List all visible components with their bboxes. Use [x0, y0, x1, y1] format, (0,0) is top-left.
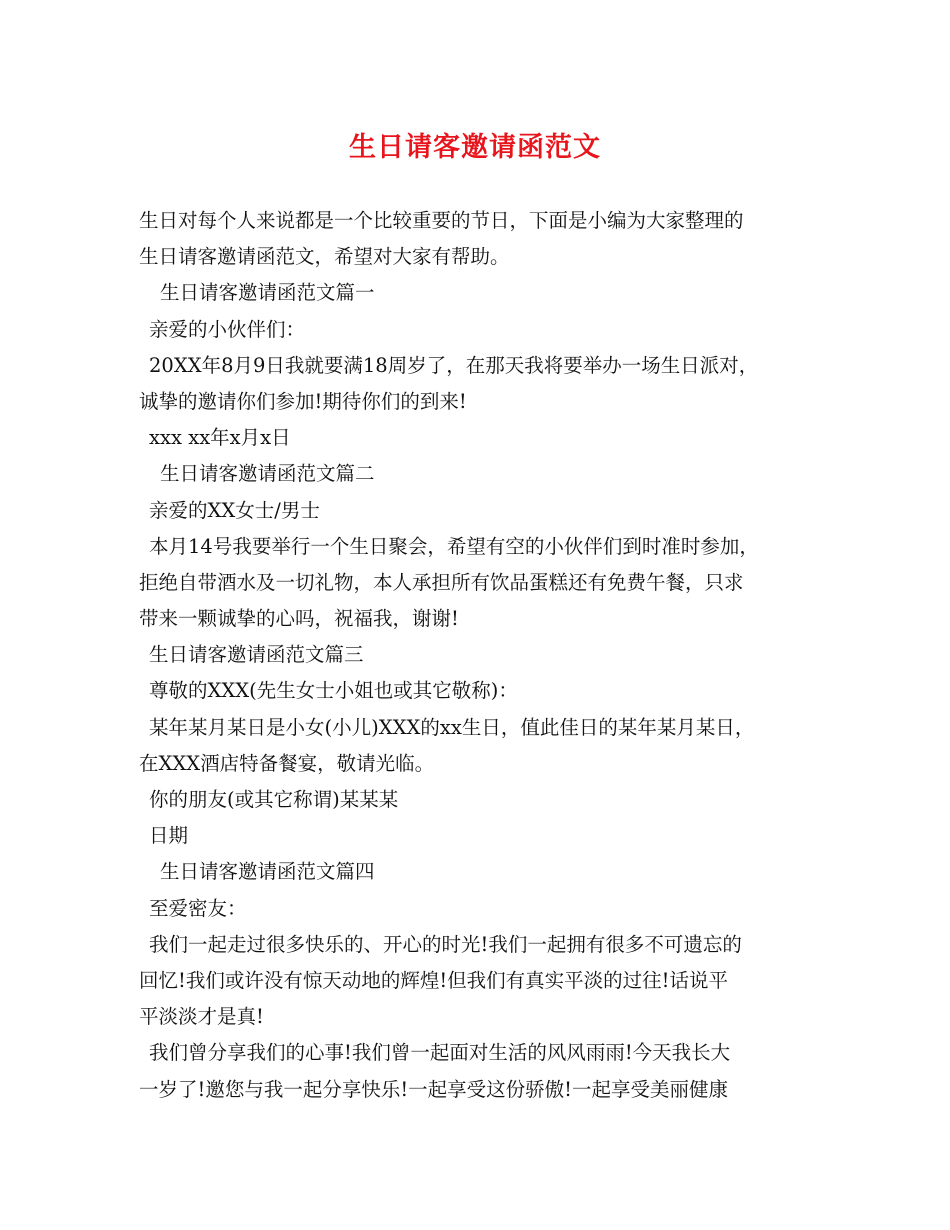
- document-body: [139, 203, 829, 1108]
- salutation-line: 亲爱的XX女士/男士: [149, 498, 320, 522]
- paragraph-line: 20XX年8月9日我就要满18周岁了，在那天我将要举办一场生日派对，: [149, 353, 759, 377]
- paragraph-line: 我们一起走过很多快乐的、开心的时光!我们一起拥有很多不可遗忘的: [149, 932, 742, 956]
- paragraph-line: 拒绝自带酒水及一切礼物，本人承担所有饮品蛋糕还有免费午餐，只求: [139, 570, 744, 594]
- salutation-line: 亲爱的小伙伴们：: [149, 317, 306, 341]
- paragraph-line: 诚挚的邀请你们参加!期待你们的到来!: [139, 389, 467, 413]
- paragraph-line: 我们曾分享我们的心事!我们曾一起面对生活的风风雨雨!今天我长大: [149, 1041, 731, 1065]
- paragraph-line: 回忆!我们或许没有惊天动地的辉煌!但我们有真实平淡的过往!话说平: [139, 968, 729, 992]
- document-title: 生日请客邀请函范文: [349, 132, 601, 163]
- signature-line: 你的朋友(或其它称谓)某某某: [149, 788, 399, 811]
- section-heading: 生日请客邀请函范文篇四: [160, 860, 375, 884]
- paragraph-line: 一岁了!邀您与我一起分享快乐!一起享受这份骄傲!一起享受美丽健康: [139, 1077, 729, 1101]
- paragraph-line: 带来一颗诚挚的心吗，祝福我，谢谢!: [139, 607, 459, 631]
- paragraph-line: 本月14号我要举行一个生日聚会，希望有空的小伙伴们到时准时参加，: [149, 534, 759, 558]
- paragraph-line: 生日请客邀请函范文，希望对大家有帮助。: [139, 245, 510, 269]
- paragraph-line: 生日对每个人来说都是一个比较重要的节日，下面是小编为大家整理的: [139, 209, 744, 232]
- section-heading: 生日请客邀请函范文篇一: [160, 281, 375, 305]
- paragraph-line: 平淡淡才是真!: [139, 1005, 264, 1029]
- section-heading: 生日请客邀请函范文篇二: [160, 462, 375, 486]
- salutation-line: 至爱密友：: [149, 896, 247, 920]
- section-heading: 生日请客邀请函范文篇三: [149, 643, 364, 667]
- salutation-line: 尊敬的XXX(先生女士小姐也或其它敬称)：: [149, 679, 518, 703]
- paragraph-line: 某年某月某日是小女(小儿)XXX的xx生日，值此佳日的某年某月某日，: [149, 715, 755, 739]
- signature-line: xxx xx年x月x日: [149, 426, 291, 450]
- date-line: 日期: [149, 824, 189, 848]
- paragraph-line: 在XXX酒店特备餐宴，敬请光临。: [139, 751, 435, 775]
